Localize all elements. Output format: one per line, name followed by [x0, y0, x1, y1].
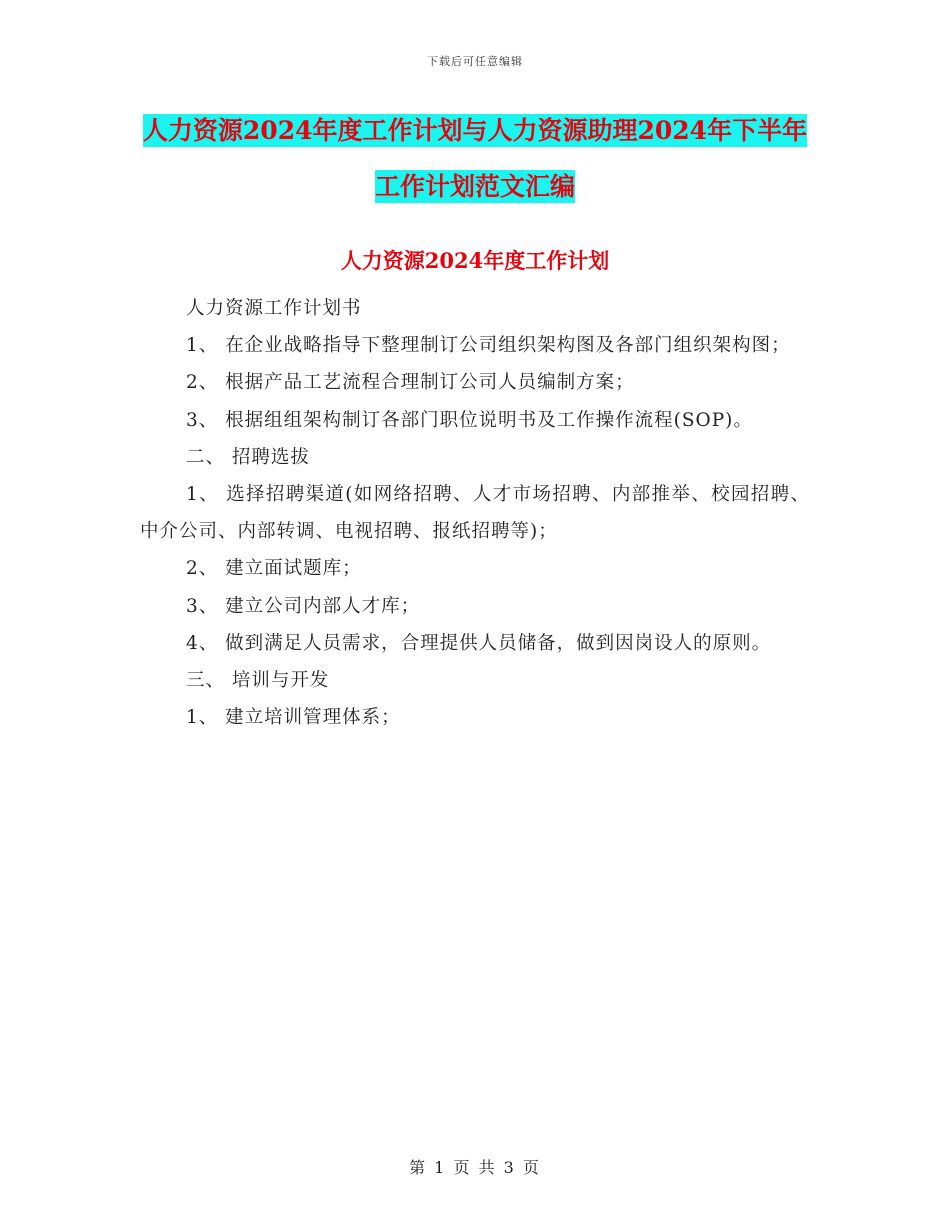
paragraph: 二、 招聘选拔: [186, 446, 310, 468]
paragraph: 3、 建立公司内部人才库；: [186, 595, 421, 617]
paragraph: 三、 培训与开发: [186, 670, 330, 692]
paragraph: 人力资源工作计划书: [186, 298, 362, 319]
paragraph: 1、 选择招聘渠道(如网络招聘、人才市场招聘、内部推举、校园招聘、中介公司、内部转调、电视招聘、报纸招聘等)；: [140, 484, 810, 543]
paragraph: 3、 根据组组架构制订各部门职位说明书及工作操作流程(SOP)。: [186, 409, 753, 431]
paragraph: 1、 建立培训管理体系；: [186, 707, 401, 729]
paragraph: 2、 建立面试题库；: [186, 558, 362, 580]
header-note: 下载后可任意编辑: [427, 55, 523, 68]
document-title: [140, 103, 810, 215]
document-body: [140, 290, 810, 736]
paragraph: 4、 做到满足人员需求，合理提供人员储备，做到因岗设人的原则。: [186, 632, 772, 654]
page-footer: 第 1 页 共 3 页: [409, 1158, 541, 1177]
document-title-text: 人力资源2024年度工作计划与人力资源助理2024年下半年工作计划范文汇编: [142, 116, 808, 201]
section-title: 人力资源2024年度工作计划: [340, 248, 610, 273]
paragraph: 2、 根据产品工艺流程合理制订公司人员编制方案；: [186, 372, 635, 394]
paragraph: 1、 在企业战略指导下整理制订公司组织架构图及各部门组织架构图；: [186, 335, 791, 357]
